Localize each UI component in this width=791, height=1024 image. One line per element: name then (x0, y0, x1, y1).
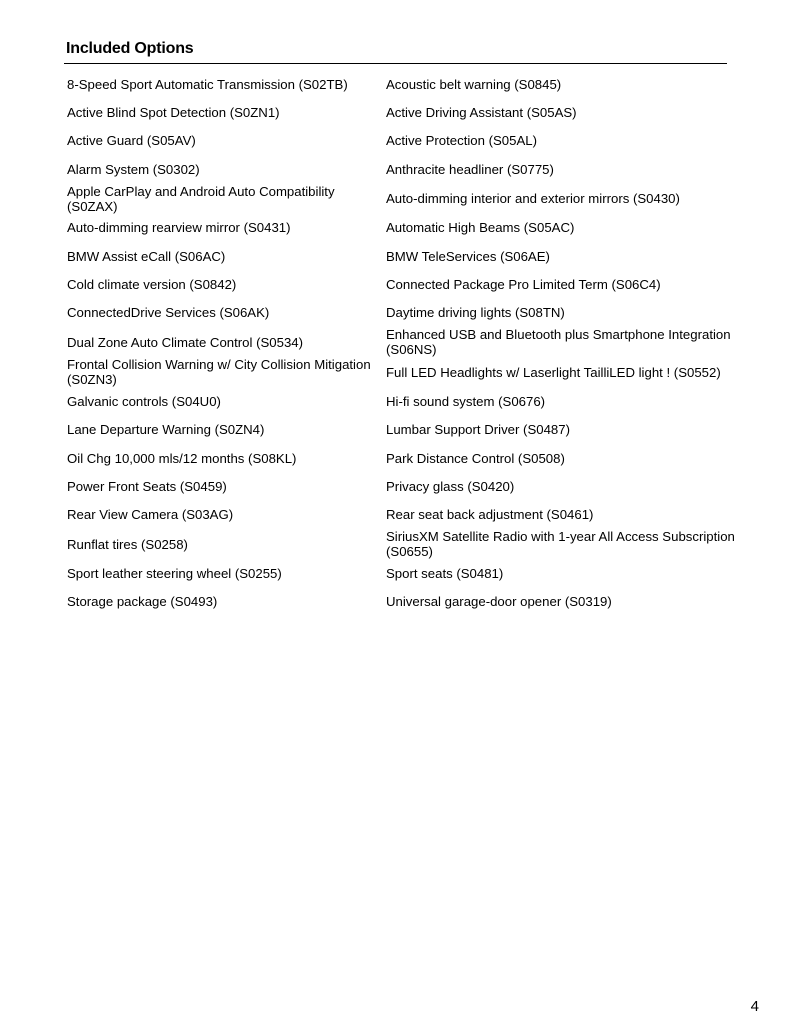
option-item: Acoustic belt warning (S0845) (386, 76, 562, 92)
option-item: Auto-dimming interior and exterior mirrors (S0430) (386, 191, 680, 207)
option-item: Apple CarPlay and Android Auto Compatibility (S0ZAX) (67, 183, 335, 214)
table-row (67, 559, 735, 587)
option-item: BMW Assist eCall (S06AC) (67, 248, 226, 264)
table-row (67, 501, 735, 529)
option-item: Anthracite headliner (S0775) (386, 161, 554, 177)
option-item: ConnectedDrive Services (S06AK) (67, 305, 270, 321)
option-item: Oil Chg 10,000 mls/12 months (S08KL) (67, 450, 297, 466)
option-item: Active Protection (S05AL) (386, 133, 537, 149)
table-row (67, 127, 735, 155)
table-row (67, 270, 735, 298)
option-item: Sport seats (S0481) (386, 565, 504, 581)
table-row (67, 529, 735, 559)
option-item: Cold climate version (S0842) (67, 277, 237, 293)
option-item: Hi-fi sound system (S0676) (386, 393, 546, 409)
option-item: Universal garage-door opener (S0319) (386, 594, 612, 610)
option-item: Active Guard (S05AV) (67, 133, 196, 149)
option-item: Alarm System (S0302) (67, 161, 200, 177)
table-row (67, 155, 735, 183)
option-item: 8-Speed Sport Automatic Transmission (S02TB) (67, 76, 348, 92)
option-item: Privacy glass (S0420) (386, 478, 515, 494)
option-item: Park Distance Control (S0508) (386, 450, 565, 466)
option-item: Runflat tires (S0258) (67, 536, 188, 552)
option-item: Galvanic controls (S04U0) (67, 393, 221, 409)
option-item: Auto-dimming rearview mirror (S0431) (67, 220, 291, 236)
page-number: 4 (750, 998, 759, 1015)
table-row (67, 416, 735, 444)
table-row (67, 70, 735, 98)
option-item: Lumbar Support Driver (S0487) (386, 422, 570, 438)
option-item: Enhanced USB and Bluetooth plus Smartphone Integration (S06NS) (386, 327, 731, 358)
table-row (67, 327, 735, 357)
options-table-body (67, 70, 735, 616)
option-item: Full LED Headlights w/ Laserlight TailliLED light ! (S0552) (386, 364, 721, 380)
option-item: Daytime driving lights (S08TN) (386, 305, 565, 321)
table-row (67, 214, 735, 242)
option-item: Storage package (S0493) (67, 594, 218, 610)
table-row (67, 98, 735, 126)
option-item: BMW TeleServices (S06AE) (386, 248, 550, 264)
table-row (67, 587, 735, 615)
included-options-table (67, 70, 735, 616)
option-item: Active Driving Assistant (S05AS) (386, 105, 577, 121)
option-item: Active Blind Spot Detection (S0ZN1) (67, 105, 280, 121)
option-item: Frontal Collision Warning w/ City Collision Mitigation (S0ZN3) (67, 357, 371, 388)
option-item: Lane Departure Warning (S0ZN4) (67, 422, 265, 438)
option-item: Rear seat back adjustment (S0461) (386, 507, 594, 523)
option-item: Dual Zone Auto Climate Control (S0534) (67, 334, 304, 350)
option-item: Automatic High Beams (S05AC) (386, 220, 575, 236)
option-item: Rear View Camera (S03AG) (67, 507, 234, 523)
table-row (67, 242, 735, 270)
title-divider (64, 63, 727, 64)
option-item: Connected Package Pro Limited Term (S06C4) (386, 277, 661, 293)
table-row (67, 472, 735, 500)
option-item: Power Front Seats (S0459) (67, 478, 227, 494)
section-title: Included Options (66, 40, 194, 57)
option-item: Sport leather steering wheel (S0255) (67, 565, 282, 581)
table-row (67, 184, 735, 214)
table-row (67, 357, 735, 387)
option-item: SiriusXM Satellite Radio with 1-year All Access Subscription (S0655) (386, 529, 735, 560)
table-row (67, 299, 735, 327)
table-row (67, 387, 735, 415)
table-row (67, 444, 735, 472)
